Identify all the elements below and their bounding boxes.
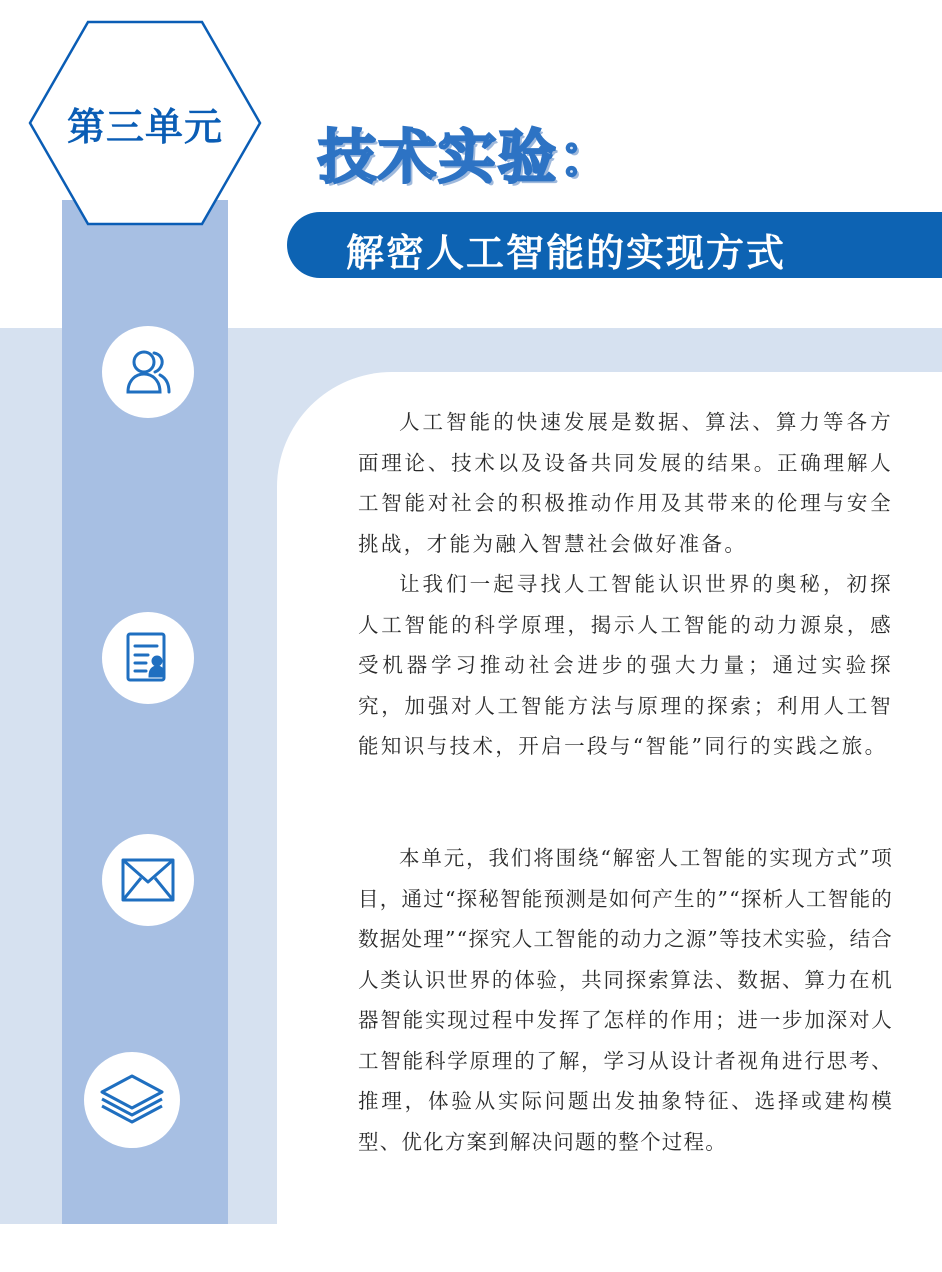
intro-text [358,402,893,767]
users-icon [102,326,194,418]
document-icon [102,612,194,704]
paragraph-3: 本单元，我们将围绕“解密人工智能的实现方式”项目，通过“探秘智能预测是如何产生的”“探析人工智能的数据处理”“探究人工智能的动力之源”等技术实验，结合人类认识世界的体验，共同探索算法、数据、算力在机器智能实现过程中发挥了怎样的作用；进一步加深对人工智能科学原理的了解，学习从设计者视角进行思考、推理，体验从实际问题出发抽象特征、选择或建构模型、优化方案到解决问题的整个过程。 [358,846,893,1154]
paragraph-1: 人工智能的快速发展是数据、算法、算力等各方面理论、技术以及设备共同发展的结果。正确理解人工智能对社会的积极推动作用及其带来的伦理与安全挑战，才能为融入智慧社会做好准备。 [358,410,893,556]
layers-icon [84,1052,180,1148]
subtitle: 解密人工智能的实现方式 [346,230,787,275]
page-title: 技术实验： [318,123,619,191]
mail-icon [102,834,194,926]
paragraph-2: 让我们一起寻找人工智能认识世界的奥秘，初探人工智能的科学原理，揭示人工智能的动力源泉，感受机器学习推动社会进步的强大力量；通过实验探究，加强对人工智能方法与原理的探索；利用人工智能知识与技术，开启一段与“智能”同行的实践之旅。 [358,572,893,758]
unit-overview-text [358,838,893,1162]
unit-label: 第三单元 [66,105,223,149]
